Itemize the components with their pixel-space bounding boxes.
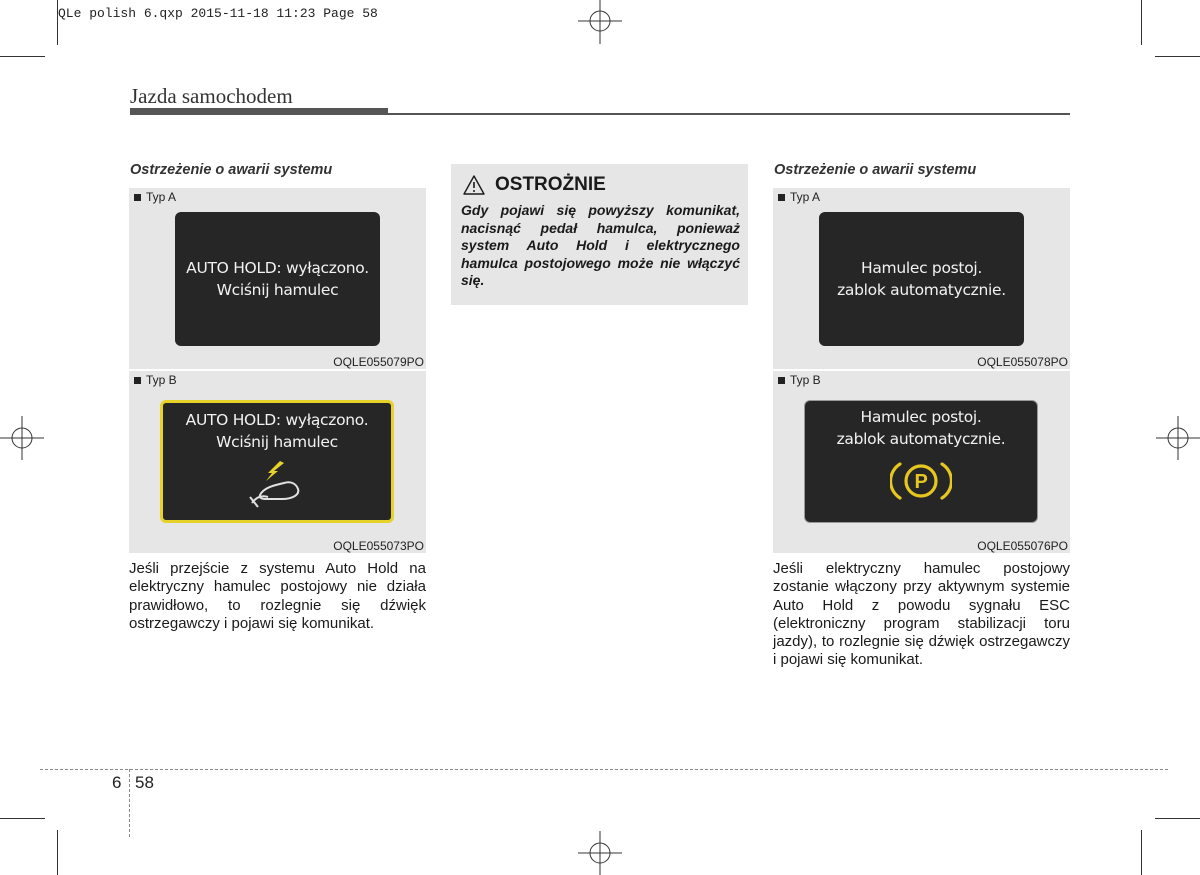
screen-message-line: AUTO HOLD: wyłączono.	[186, 259, 369, 277]
cluster-display-screen	[160, 400, 394, 523]
screen-message-line: Wciśnij hamulec	[216, 433, 338, 451]
cluster-display-screen	[804, 400, 1038, 523]
parking-brake-glyph: P	[914, 471, 928, 493]
right-column-body-text: Jeśli elektryczny hamulec postojowy zostanie włączony przy aktywnym systemie Auto Hold z powodu sygnału ESC (elektroniczny program stabilizacji toru jazdy), to rozlegnie się dźwięk ostrzegawczy i pojawi się komunikat.	[773, 560, 1070, 669]
figure-type-label: Typ A	[146, 190, 177, 204]
page-number: 58	[135, 773, 154, 792]
right-column-heading: Ostrzeżenie o awarii systemu	[774, 162, 977, 178]
registration-mark-icon	[1156, 416, 1200, 460]
foot-on-brake-pedal-icon	[242, 457, 312, 512]
figure-type-a-right	[773, 188, 1070, 369]
figure-type-label: Typ A	[790, 190, 821, 204]
registration-mark-icon	[578, 0, 622, 44]
figure-code: OQLE055079PO	[333, 355, 424, 369]
left-column-body-text: Jeśli przejście z systemu Auto Hold na elektryczny hamulec postojowy nie działa prawidłowo, to rozlegnie się dźwięk ostrzegawczy i pojawi się komunikat.	[129, 560, 426, 632]
caution-box	[451, 164, 748, 305]
chapter-number: 6	[112, 773, 122, 792]
screen-message-line: Hamulec postoj.	[860, 259, 983, 277]
figure-code: OQLE055076PO	[977, 539, 1068, 553]
figure-code: OQLE055078PO	[977, 355, 1068, 369]
print-slug: QLe polish 6.qxp 2015-11-18 11:23 Page 58	[58, 6, 378, 21]
caution-text: Gdy pojawi się powyższy komunikat, nacisnąć pedał hamulca, ponieważ system Auto Hold i elektrycznego hamulca postojowego może nie włączyć się.	[461, 202, 740, 288]
parking-brake-icon	[890, 458, 952, 504]
bullet-square-icon	[778, 194, 785, 201]
registration-mark-icon	[0, 416, 44, 460]
screen-message-line: zablok automatycznie.	[837, 281, 1006, 299]
left-column-heading: Ostrzeżenie o awarii systemu	[130, 162, 333, 178]
figure-type-label: Typ B	[146, 373, 177, 387]
figure-type-a-left	[129, 188, 426, 369]
figure-type-b-right	[773, 371, 1070, 553]
bullet-square-icon	[134, 377, 141, 384]
section-title: Jazda samochodem	[130, 84, 293, 108]
warning-triangle-icon	[463, 175, 485, 195]
screen-message-line: Wciśnij hamulec	[216, 281, 339, 299]
figure-type-b-left	[129, 371, 426, 553]
cluster-display-screen	[175, 212, 380, 346]
screen-message-line: AUTO HOLD: wyłączono.	[185, 411, 369, 429]
bullet-square-icon	[778, 377, 785, 384]
figure-code: OQLE055073PO	[333, 539, 424, 553]
footer-divider	[129, 769, 130, 837]
figure-type-label: Typ B	[790, 373, 821, 387]
bullet-square-icon	[134, 194, 141, 201]
header-rule-accent	[130, 108, 388, 115]
footer-rule	[40, 769, 1168, 770]
registration-mark-icon	[578, 831, 622, 875]
screen-message-line: zablok automatycznie.	[836, 430, 1006, 448]
caution-title: OSTROŻNIE	[495, 174, 606, 195]
screen-message-line: Hamulec postoj.	[860, 408, 982, 426]
cluster-display-screen	[819, 212, 1024, 346]
